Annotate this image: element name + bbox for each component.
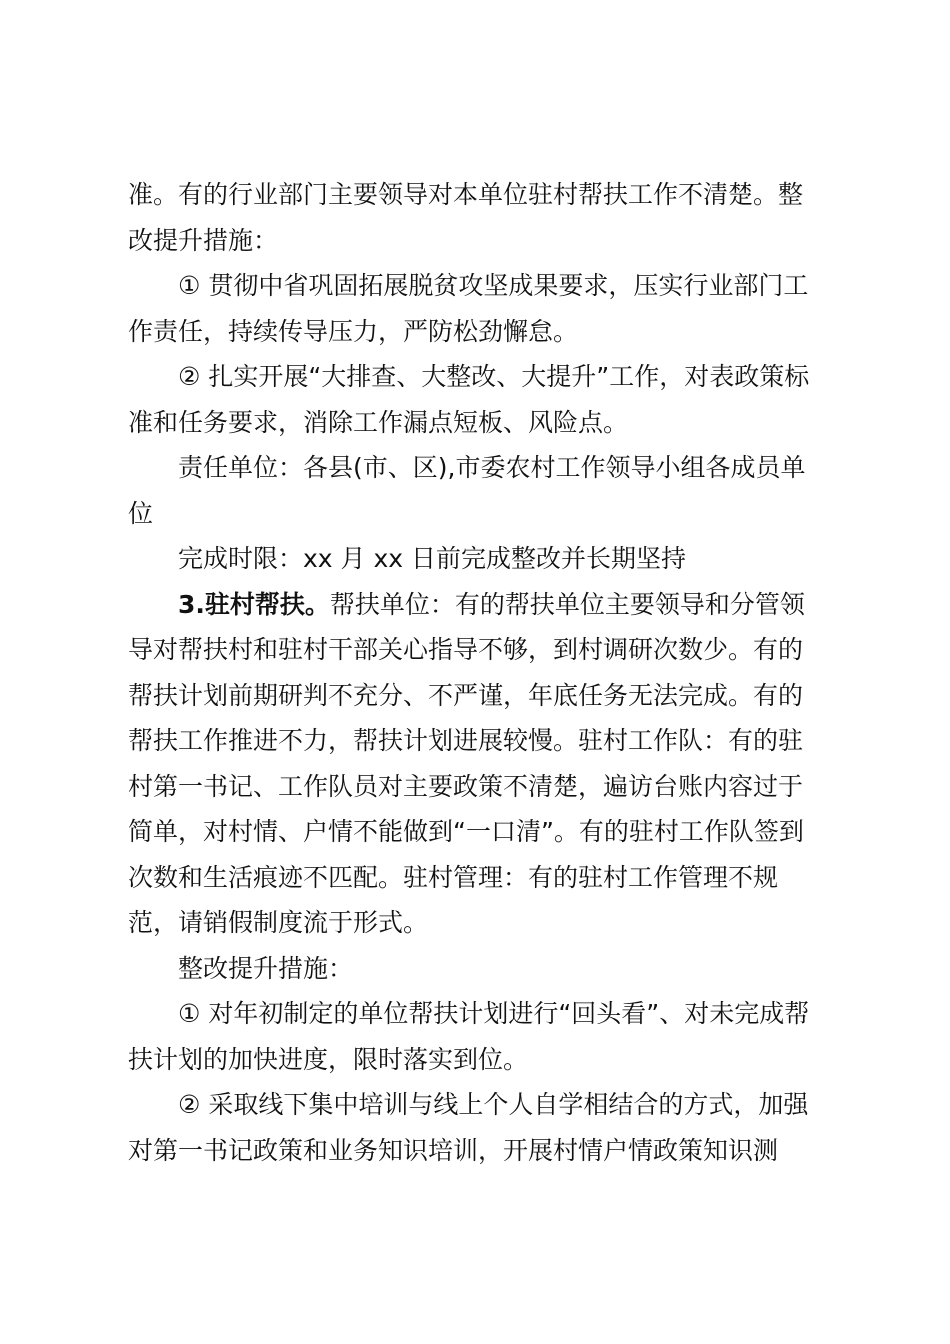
measure-item-4: ② 采取线下集中培训与线上个人自学相结合的方式，加强对第一书记政策和业务知识培训，开展村情户情政策知识测 [128,1090,809,1165]
measures-heading: 整改提升措施： [178,953,354,983]
measure-item-1: ① 贯彻中省巩固拓展脱贫攻坚成果要求，压实行业部门工作责任，持续传导压力，严防松劲懈怠。 [128,271,809,346]
responsible-units: 责任单位：各县(市、区),市委农村工作领导小组各成员单位 [128,453,806,528]
section-3-body: 帮扶单位：有的帮扶单位主要领导和分管领导对帮扶村和驻村干部关心指导不够，到村调研次数少。有的帮扶计划前期研判不充分、不严谨，年底任务无法完成。有的帮扶工作推进不力，帮扶计划进展较慢。驻村工作队：有的驻村第一书记、工作队员对主要政策不清楚，遍访台账内容过于简单，对村情、户情不能做到“一口清”。有的驻村工作队签到次数和生活痕迹不匹配。驻村管理：有的驻村工作管理不规范，请销假制度流于形式。 [128,589,805,937]
measure-item-3: ① 对年初制定的单位帮扶计划进行“回头看”、对未完成帮扶计划的加快进度，限时落实到位。 [128,999,810,1074]
section-3-heading: 3.驻村帮扶。 [178,589,330,619]
deadline: 完成时限：xx 月 xx 日前完成整改并长期坚持 [178,544,687,573]
document-body [128,172,822,1173]
section-3-paragraph [128,582,822,946]
paragraph-continuation: 准。有的行业部门主要领导对本单位驻村帮扶工作不清楚。整改提升措施： [128,180,804,255]
measure-item-2: ② 扎实开展“大排查、大整改、大提升”工作，对表政策标准和任务要求，消除工作漏点短板、风险点。 [128,362,810,437]
